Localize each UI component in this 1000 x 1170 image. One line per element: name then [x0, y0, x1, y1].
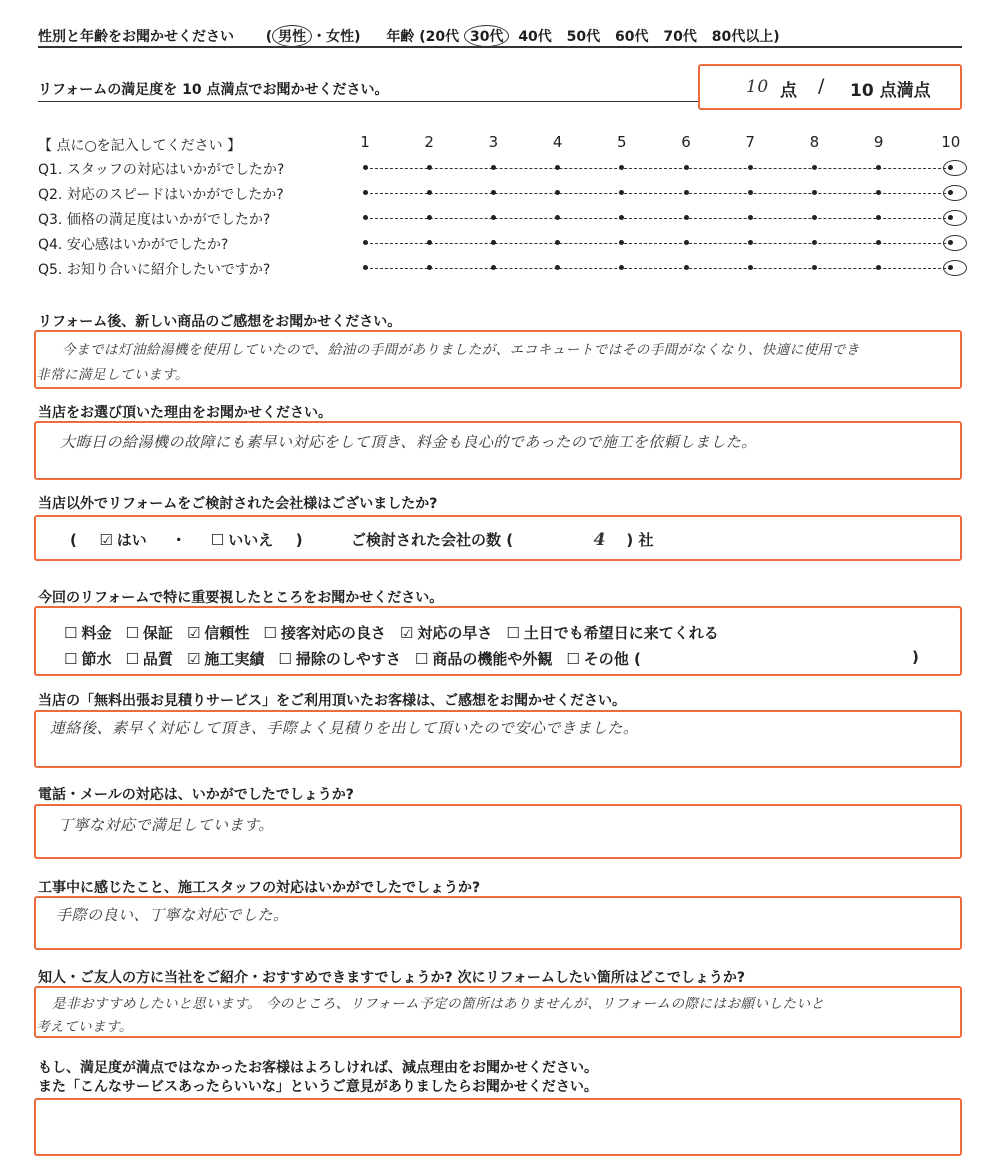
scale-point-3-2[interactable] — [427, 215, 432, 220]
empty-box-icon[interactable]: ☐ — [125, 624, 139, 642]
scale-point-1-4[interactable] — [555, 165, 560, 170]
scale-selected-ring-5 — [943, 260, 967, 276]
scale-point-3-1[interactable] — [363, 215, 368, 220]
checked-box-icon[interactable]: ☑ — [399, 624, 414, 642]
scale-number-6: 6 — [681, 133, 691, 151]
no-checkbox[interactable]: ☐ — [210, 531, 225, 549]
empty-box-icon[interactable]: ☐ — [125, 650, 139, 668]
reason-answer-box[interactable] — [34, 421, 962, 480]
scale-point-1-3[interactable] — [491, 165, 496, 170]
scale-point-5-5[interactable] — [619, 265, 624, 270]
age-option-50[interactable]: 50代 — [566, 29, 601, 45]
scale-point-3-8[interactable] — [812, 215, 817, 220]
empty-box-icon[interactable]: ☐ — [414, 650, 429, 668]
satisfaction-score-unit: 点 — [780, 81, 797, 101]
scale-point-2-6[interactable] — [684, 190, 689, 195]
scale-point-2-3[interactable] — [491, 190, 496, 195]
scale-point-1-7[interactable] — [748, 165, 753, 170]
new-product-answer-line1: 今までは灯油給湯機を使用していたので、給油の手間がありましたが、エコキュートではその手間がなくなり、快適に使用でき — [62, 342, 860, 358]
scale-point-1-5[interactable] — [619, 165, 624, 170]
age-option-40[interactable]: 40代 — [518, 29, 552, 45]
satisfaction-score-value: 10 — [746, 77, 769, 97]
priority-option-label: 保証 — [142, 624, 173, 642]
scale-point-4-9[interactable] — [876, 240, 881, 245]
scale-point-3-3[interactable] — [491, 215, 496, 220]
scale-line-3 — [365, 218, 951, 219]
priority-option-label: 接客対応の良さ — [280, 624, 386, 642]
scale-selected-ring-1 — [943, 160, 967, 176]
age-option-20[interactable]: 20代 — [425, 29, 460, 45]
estimate-question: 当店の「無料出張お見積りサービス」をご利用頂いたお客様は、ご感想をお聞かせください。 — [38, 693, 626, 709]
scale-question-2: Q2. 対応のスピードはいかがでしたか? — [38, 187, 284, 203]
satisfaction-question: リフォームの満足度を 10 点満点でお聞かせください。 — [38, 82, 389, 98]
age-option-70[interactable]: 70代 — [663, 29, 697, 45]
priority-option-label: 対応の早さ — [417, 624, 493, 642]
scale-point-1-8[interactable] — [812, 165, 817, 170]
scale-point-2-4[interactable] — [555, 190, 560, 195]
priority-option-label: 節水 — [81, 650, 112, 668]
scale-point-4-6[interactable] — [684, 240, 689, 245]
new-product-question: リフォーム後、新しい商品のご感想をお聞かせください。 — [38, 314, 402, 330]
empty-box-icon[interactable]: ☐ — [64, 624, 78, 642]
satisfaction-slash: / — [818, 75, 825, 97]
scale-line-5 — [365, 268, 951, 269]
scale-point-2-9[interactable] — [876, 190, 881, 195]
age-option-30[interactable]: 30代 — [464, 25, 509, 47]
contact-answer-box[interactable] — [34, 804, 962, 859]
scale-point-5-2[interactable] — [427, 265, 432, 270]
scale-point-4-1[interactable] — [363, 240, 368, 245]
scale-question-1: Q1. スタッフの対応はいかがでしたか? — [38, 162, 285, 178]
header-underline — [38, 46, 962, 48]
priority-option-label: その他 ( — [583, 650, 641, 668]
satisfaction-max: 10 点満点 — [850, 81, 931, 101]
priority-option[interactable] — [64, 648, 111, 669]
scale-selected-ring-4 — [943, 235, 967, 251]
scale-selected-ring-2 — [943, 185, 967, 201]
scale-number-4: 4 — [552, 133, 563, 151]
recommend-answer-line2: 考えています。 — [36, 1019, 133, 1035]
scale-number-5: 5 — [617, 133, 627, 151]
priority-option-label: 品質 — [142, 650, 173, 668]
age-label: 年齢 — [386, 29, 415, 45]
priority-option[interactable] — [64, 622, 111, 643]
yes-label: はい — [116, 531, 147, 549]
scale-point-3-9[interactable] — [876, 215, 881, 220]
scale-number-3: 3 — [488, 133, 499, 151]
no-label: いいえ — [228, 531, 274, 549]
scale-point-4-2[interactable] — [427, 240, 432, 245]
yes-checkbox[interactable]: ☑ — [99, 531, 113, 549]
other-company-row: ( ☑ はい ・ ☐ いいえ ) ご検討された会社の数 ( 4 ) 社 — [70, 530, 654, 550]
scale-question-5: Q5. お知り合いに紹介したいですか? — [38, 262, 271, 278]
scale-point-5-7[interactable] — [748, 265, 753, 270]
feedback-answer-box[interactable] — [34, 1098, 962, 1156]
estimate-answer-line1: 連絡後、素早く対応して頂き、手際よく見積りを出して頂いたので安心できました。 — [50, 719, 639, 737]
recommend-answer-box[interactable] — [34, 986, 962, 1038]
other-company-answer-box[interactable] — [34, 515, 962, 561]
contact-question: 電話・メールの対応は、いかがでしたでしょうか? — [38, 787, 354, 803]
scale-point-5-3[interactable] — [491, 265, 496, 270]
scale-number-1: 1 — [360, 133, 370, 151]
scale-point-2-1[interactable] — [363, 190, 368, 195]
scale-point-4-5[interactable] — [619, 240, 624, 245]
scale-point-4-3[interactable] — [491, 240, 496, 245]
feedback-question-line2: また「こんなサービスあったらいいな」というご意見がありましたらお聞かせください。 — [38, 1079, 598, 1095]
scale-point-2-8[interactable] — [812, 190, 817, 195]
construction-question: 工事中に感じたこと、施工スタッフの対応はいかがでしたでしょうか? — [38, 880, 481, 896]
priority-option-label: 信頼性 — [204, 624, 250, 642]
priority-option[interactable] — [506, 622, 718, 643]
priority-option[interactable] — [187, 622, 249, 643]
priority-row-2 — [64, 648, 655, 669]
estimate-answer-box[interactable] — [34, 710, 962, 768]
feedback-question-line1: もし、満足度が満点ではなかったお客様はよろしければ、減点理由をお聞かせください。 — [38, 1060, 598, 1076]
priority-option[interactable] — [278, 648, 400, 669]
recommend-question: 知人・ご友人の方に当社をご紹介・おすすめできますでしょうか? 次にリフォームしたい箇所はどこでしょうか? — [38, 970, 745, 986]
scale-point-5-1[interactable] — [363, 265, 368, 270]
scale-point-5-4[interactable] — [555, 265, 560, 270]
scale-number-7: 7 — [745, 133, 755, 151]
gender-age-row: 性別と年齢をお聞かせください ( 男性 ・女性) 年齢 (20代 30代 40代 50代 60代 70代 80代以上) — [38, 25, 780, 47]
scale-point-3-5[interactable] — [619, 215, 624, 220]
priority-option[interactable] — [415, 648, 552, 669]
scale-question-4: Q4. 安心感はいかがでしたか? — [38, 237, 229, 253]
empty-box-icon[interactable]: ☐ — [263, 624, 277, 642]
recommend-answer-line1: 是非おすすめしたいと思います。 今のところ、リフォーム予定の箇所はありませんが、リフォームの際にはお願いしたいと — [52, 996, 825, 1012]
empty-box-icon[interactable]: ☐ — [566, 650, 580, 668]
priority-option[interactable] — [566, 648, 641, 669]
satisfaction-score-box[interactable] — [698, 64, 962, 110]
contact-answer-line1: 丁寧な対応で満足しています。 — [58, 816, 274, 834]
empty-box-icon[interactable]: ☐ — [64, 650, 78, 668]
scale-number-9: 9 — [873, 133, 884, 151]
scale-point-5-6[interactable] — [684, 265, 689, 270]
priority-option[interactable] — [400, 622, 492, 643]
scale-point-1-2[interactable] — [427, 165, 432, 170]
scale-point-3-7[interactable] — [748, 215, 753, 220]
scale-point-1-6[interactable] — [684, 165, 689, 170]
scale-point-4-8[interactable] — [812, 240, 817, 245]
scale-number-8: 8 — [809, 133, 820, 151]
priority-option[interactable] — [187, 648, 264, 669]
priority-option-label: 料金 — [81, 624, 112, 642]
priority-option[interactable] — [263, 622, 385, 643]
priority-option[interactable] — [125, 622, 172, 643]
scale-number-10: 10 — [941, 133, 961, 151]
construction-answer-box[interactable] — [34, 896, 962, 950]
scale-line-4 — [365, 243, 951, 244]
other-company-question: 当店以外でリフォームをご検討された会社様はございましたか? — [38, 496, 438, 512]
empty-box-icon[interactable]: ☐ — [278, 650, 292, 668]
priority-row-1 — [64, 622, 733, 643]
priority-option-label: 施工実績 — [204, 650, 265, 668]
scale-point-3-4[interactable] — [555, 215, 560, 220]
scale-point-1-9[interactable] — [876, 165, 881, 170]
construction-answer-line1: 手際の良い、丁寧な対応でした。 — [56, 906, 289, 924]
priority-option-label: 土日でも希望日に来てくれる — [523, 624, 719, 642]
gender-female-option[interactable]: 女性 — [326, 29, 355, 45]
reason-answer-line1: 大晦日の給湯機の故障にも素早い対応をして頂き、料金も良心的であったので施工を依頼しました。 — [60, 433, 757, 451]
company-count-value[interactable]: 4 — [593, 530, 606, 550]
checked-box-icon[interactable]: ☑ — [186, 650, 201, 668]
gender-age-question: 性別と年齢をお聞かせください — [38, 29, 234, 45]
priority-other-close: ) — [912, 648, 919, 666]
scale-selected-ring-3 — [943, 210, 967, 226]
scale-point-2-5[interactable] — [619, 190, 624, 195]
gender-male-option[interactable]: 男性 — [272, 25, 312, 47]
scale-instruction: 【 点に○を記入してください 】 — [38, 138, 242, 154]
company-count-label: ご検討された会社の数 ( — [351, 531, 514, 549]
priority-answer-box[interactable] — [34, 606, 962, 676]
scale-point-4-4[interactable] — [555, 240, 560, 245]
new-product-answer-box[interactable] — [34, 330, 962, 389]
scale-line-1 — [365, 168, 951, 169]
scale-point-5-9[interactable] — [876, 265, 881, 270]
scale-point-3-6[interactable] — [684, 215, 689, 220]
checked-box-icon[interactable]: ☑ — [186, 624, 201, 642]
new-product-answer-line2: 非常に満足しています。 — [36, 367, 189, 383]
empty-box-icon[interactable]: ☐ — [506, 624, 520, 642]
age-option-60[interactable]: 60代 — [615, 29, 649, 45]
scale-point-2-7[interactable] — [748, 190, 753, 195]
priority-option[interactable] — [125, 648, 172, 669]
scale-point-4-7[interactable] — [748, 240, 753, 245]
priority-question: 今回のリフォームで特に重要視したところをお聞かせください。 — [38, 590, 444, 606]
priority-option-label: 商品の機能や外観 — [432, 650, 553, 668]
scale-number-2: 2 — [424, 133, 434, 151]
scale-line-2 — [365, 193, 951, 194]
age-option-80[interactable]: 80代以上 — [711, 29, 774, 45]
priority-option-label: 掃除のしやすさ — [295, 650, 401, 668]
scale-question-3: Q3. 価格の満足度はいかがでしたか? — [38, 212, 271, 228]
satisfaction-underline — [38, 101, 698, 102]
company-count-unit: ) 社 — [626, 531, 654, 549]
reason-question: 当店をお選び頂いた理由をお聞かせください。 — [38, 405, 332, 421]
scale-point-1-1[interactable] — [363, 165, 368, 170]
scale-point-2-2[interactable] — [427, 190, 432, 195]
scale-point-5-8[interactable] — [812, 265, 817, 270]
